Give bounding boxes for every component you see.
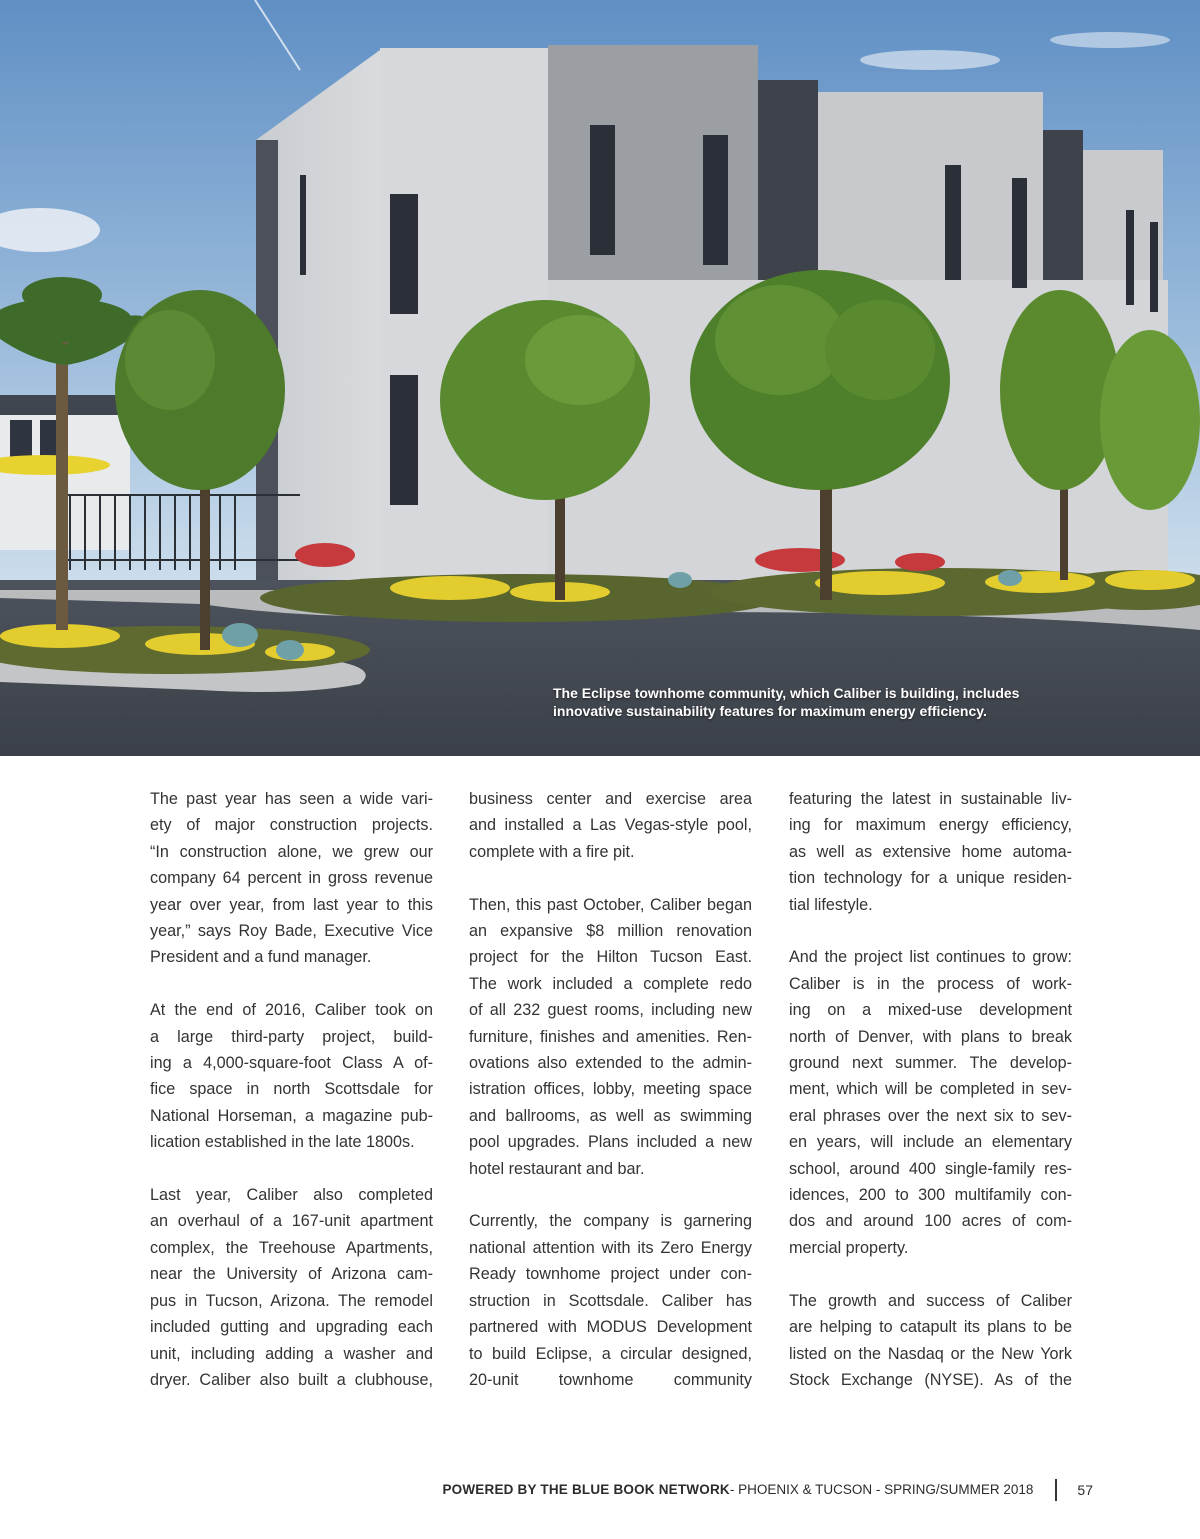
- text-line: ovations also extended to the admin-: [469, 1054, 752, 1073]
- text-line: Last year, Caliber also completed: [150, 1186, 433, 1205]
- text-line: an expansive $8 million renovation: [469, 922, 752, 941]
- text-line: are helping to catapult its plans to be: [789, 1318, 1072, 1337]
- text-line: ing for maximum energy efficiency,: [789, 816, 1072, 835]
- text-line: ety of major construction projects.: [150, 816, 433, 835]
- text-line: Then, this past October, Caliber began: [469, 895, 752, 914]
- text-line: lication established in the late 1800s.: [150, 1133, 415, 1152]
- text-line: And the project list continues to grow:: [789, 948, 1072, 967]
- paragraph: [150, 997, 433, 1155]
- footer-brand: POWERED BY THE BLUE BOOK NETWORK: [442, 1482, 730, 1497]
- article-column-1: [150, 786, 433, 1420]
- text-line: fice space in north Scottsdale for: [150, 1080, 433, 1099]
- paragraph: [150, 786, 433, 971]
- text-line: “In construction alone, we grew our: [150, 842, 433, 861]
- text-line: National Horseman, a magazine pub-: [150, 1106, 433, 1125]
- text-line: and installed a Las Vegas-style pool,: [469, 816, 752, 835]
- text-line: and ballrooms, as well as swimming: [469, 1106, 752, 1125]
- text-line: a large third-party project, build-: [150, 1027, 433, 1046]
- article-column-3: [789, 786, 1072, 1420]
- text-line: unit, including adding a washer and: [150, 1344, 433, 1363]
- text-line: hotel restaurant and bar.: [469, 1159, 645, 1178]
- text-line: north of Denver, with plans to break: [789, 1027, 1072, 1046]
- text-line: project for the Hilton Tucson East.: [469, 948, 752, 967]
- text-line: tial lifestyle.: [789, 895, 873, 914]
- text-line: featuring the latest in sustainable liv-: [789, 790, 1072, 808]
- text-line: Currently, the company is garnering: [469, 1212, 752, 1231]
- text-line: dryer. Caliber also built a clubhouse,: [150, 1370, 433, 1389]
- text-line: ing on a mixed-use development: [789, 1001, 1072, 1020]
- text-line: listed on the Nasdaq or the New York: [789, 1344, 1072, 1363]
- text-line: 20-unit townhome community: [469, 1370, 752, 1389]
- text-line: to build Eclipse, a circular designed,: [469, 1344, 752, 1363]
- text-line: furniture, finishes and amenities. Ren-: [469, 1027, 752, 1046]
- text-line: istration offices, lobby, meeting space: [469, 1080, 752, 1099]
- photo-caption-line: innovative sustainability features for maximum energy efficiency.: [553, 703, 987, 719]
- text-line: year over year, from last year to this: [150, 895, 433, 914]
- paragraph: [789, 944, 1072, 1261]
- text-line: pus in Tucson, Arizona. The remodel: [150, 1291, 433, 1310]
- text-line: near the University of Arizona cam-: [150, 1265, 433, 1284]
- page-footer: [442, 1479, 1093, 1501]
- footer-divider: [1055, 1479, 1057, 1501]
- text-line: mercial property.: [789, 1238, 909, 1257]
- text-line: tion technology for a unique residen-: [789, 869, 1072, 888]
- article-column-2: [469, 786, 752, 1420]
- text-line: dos and around 100 acres of com-: [789, 1212, 1072, 1231]
- text-line: year,” says Roy Bade, Executive Vice: [150, 922, 433, 941]
- text-line: complete with a fire pit.: [469, 842, 635, 861]
- text-line: company 64 percent in gross revenue: [150, 869, 433, 888]
- paragraph: [469, 1208, 752, 1393]
- text-line: struction in Scottsdale. Caliber has: [469, 1291, 752, 1310]
- text-line: pool upgrades. Plans included a new: [469, 1133, 752, 1152]
- text-line: The work included a complete redo: [469, 974, 752, 993]
- text-line: en years, will include an elementary: [789, 1133, 1072, 1152]
- paragraph: [469, 786, 752, 865]
- paragraph: [150, 1182, 433, 1393]
- text-line: ment, which will be completed in sev-: [789, 1080, 1072, 1099]
- text-line: At the end of 2016, Caliber took on: [150, 1001, 433, 1020]
- text-line: President and a fund manager.: [150, 948, 372, 967]
- text-line: business center and exercise area: [469, 790, 752, 808]
- text-line: as well as extensive home automa-: [789, 842, 1072, 861]
- text-line: national attention with its Zero Energy: [469, 1238, 752, 1257]
- text-line: Stock Exchange (NYSE). As of the: [789, 1370, 1072, 1389]
- paragraph: [789, 1288, 1072, 1394]
- text-line: of all 232 guest rooms, including new: [469, 1001, 752, 1020]
- paragraph: [469, 892, 752, 1182]
- page-number: 57: [1077, 1482, 1093, 1498]
- text-line: complex, the Treehouse Apartments,: [150, 1238, 433, 1257]
- text-line: The past year has seen a wide vari-: [150, 790, 433, 808]
- text-line: Ready townhome project under con-: [469, 1265, 752, 1284]
- text-line: idences, 200 to 300 multifamily con-: [789, 1186, 1072, 1205]
- text-line: an overhaul of a 167-unit apartment: [150, 1212, 433, 1231]
- text-line: included gutting and upgrading each: [150, 1318, 433, 1337]
- text-line: Caliber is in the process of work-: [789, 974, 1072, 993]
- footer-edition: - PHOENIX & TUCSON - SPRING/SUMMER 2018: [729, 1482, 1034, 1497]
- text-line: eral phrases over the next six to sev-: [789, 1106, 1072, 1125]
- text-line: ground next summer. The develop-: [789, 1054, 1072, 1073]
- photo-caption: [553, 684, 1113, 720]
- text-line: partnered with MODUS Development: [469, 1318, 752, 1337]
- text-line: ing a 4,000-square-foot Class A of-: [150, 1054, 433, 1073]
- paragraph: [789, 786, 1072, 918]
- text-line: The growth and success of Caliber: [789, 1291, 1072, 1310]
- hero-photo: [0, 0, 1200, 756]
- text-line: school, around 400 single-family res-: [789, 1159, 1072, 1178]
- townhome-rendering: [0, 0, 1200, 756]
- photo-caption-line: The Eclipse townhome community, which Caliber is building, includes: [553, 685, 1020, 701]
